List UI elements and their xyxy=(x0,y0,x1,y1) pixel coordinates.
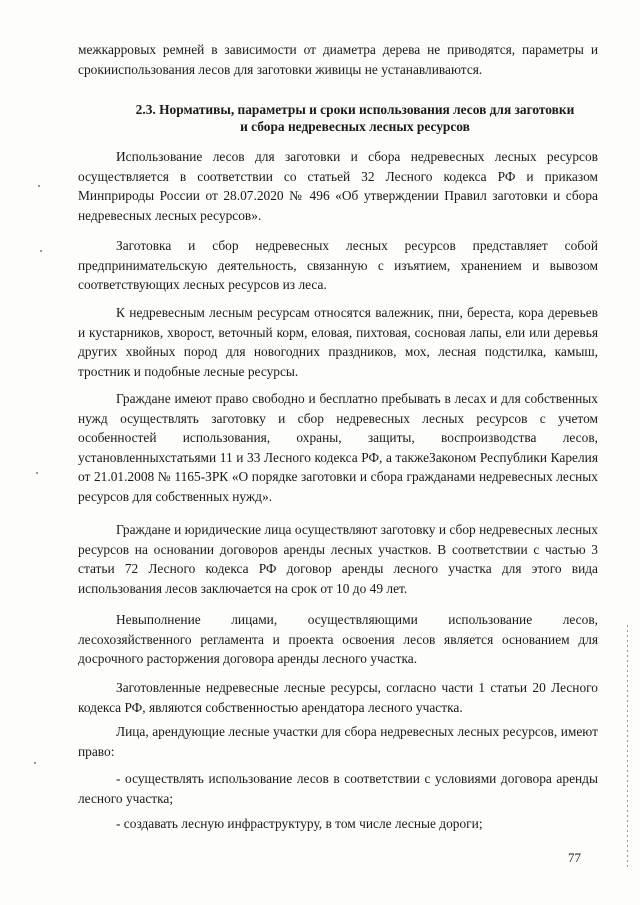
section-heading-line-2: и сбора недревесных лесных ресурсов xyxy=(240,119,470,134)
scan-speck xyxy=(34,762,36,764)
section-heading xyxy=(120,101,590,135)
paragraph-6: Невыполнение лицами, осуществляющими использование лесов, лесохозяйственного регламента и проекта освоения лесов является основанием для досрочного расторжения договора аренды лесного участка. xyxy=(78,612,598,667)
paragraph-3: К недревесным лесным ресурсам относятся валежник, пни, береста, кора деревьев и кустарников, хворост, веточный корм, еловая, пихтовая, сосновая лапы, ели или деревья других хвойных пород для новогодних праздников, мох, лесная подстилка, камыш, тростник и подобные лесные ресурсы. xyxy=(78,305,598,379)
scan-speck xyxy=(36,472,38,474)
section-heading-line-1: 2.3. Нормативы, параметры и сроки использования лесов для заготовки xyxy=(135,102,575,117)
scan-speck xyxy=(40,250,42,252)
paragraph-5: Граждане и юридические лица осуществляют заготовку и сбор недревесных лесных ресурсов на основании договоров аренды лесных участков. В соответствии с частью 3 статьи 72 Лесного кодекса РФ договор аренды лесного участка для этого вида использования лесов заключается на срок от 10 до 49 лет. xyxy=(78,522,598,596)
list-item-2: - создавать лесную инфраструктуру, в том числе лесные дороги; xyxy=(116,816,483,831)
scan-speck xyxy=(38,185,40,187)
paragraph-8: Лица, арендующие лесные участки для сбора недревесных лесных ресурсов, имеют право: xyxy=(78,724,598,759)
paragraph-4: Граждане имеют право свободно и бесплатно пребывать в лесах и для собственных нужд осуществлять заготовку и сбор недревесных лесных ресурсов с учетом особенностей использования, охраны, защиты, воспроизводства лесов, установленныхстатьями 11 и 33 Лесного кодекса РФ, а такжеЗаконом Республики Карелия от 21.01.2008 № 1165-ЗРК «О порядке заготовки и сбора гражданами недревесных лесных ресурсов для собственных нужд». xyxy=(78,391,598,504)
paragraph-intro: межкарровых ремней в зависимости от диаметра дерева не приводятся, параметры и срокииспользования лесов для заготовки живицы не устанавливаются. xyxy=(78,42,598,77)
list-item-1: - осуществлять использование лесов в соответствии с условиями договора аренды лесного участка; xyxy=(78,771,598,806)
paragraph-2: Заготовка и сбор недревесных лесных ресурсов представляет собой предпринимательскую деятельность, связанную с изъятием, хранением и вывозом соответствующих лесных ресурсов из леса. xyxy=(78,238,598,293)
paragraph-1: Использование лесов для заготовки и сбора недревесных лесных ресурсов осуществляется в соответствии со статьей 32 Лесного кодекса РФ и приказом Минприроды России от 28.07.2020 № 496 «Об утверждении Правил заготовки и сбора недревесных лесных ресурсов». xyxy=(78,149,598,223)
page-number: 77 xyxy=(568,850,581,865)
paragraph-7: Заготовленные недревесные лесные ресурсы, согласно части 1 статьи 20 Лесного кодекса РФ, являются собственностью арендатора лесного участка. xyxy=(78,680,598,715)
scan-edge-shadow xyxy=(627,625,628,870)
